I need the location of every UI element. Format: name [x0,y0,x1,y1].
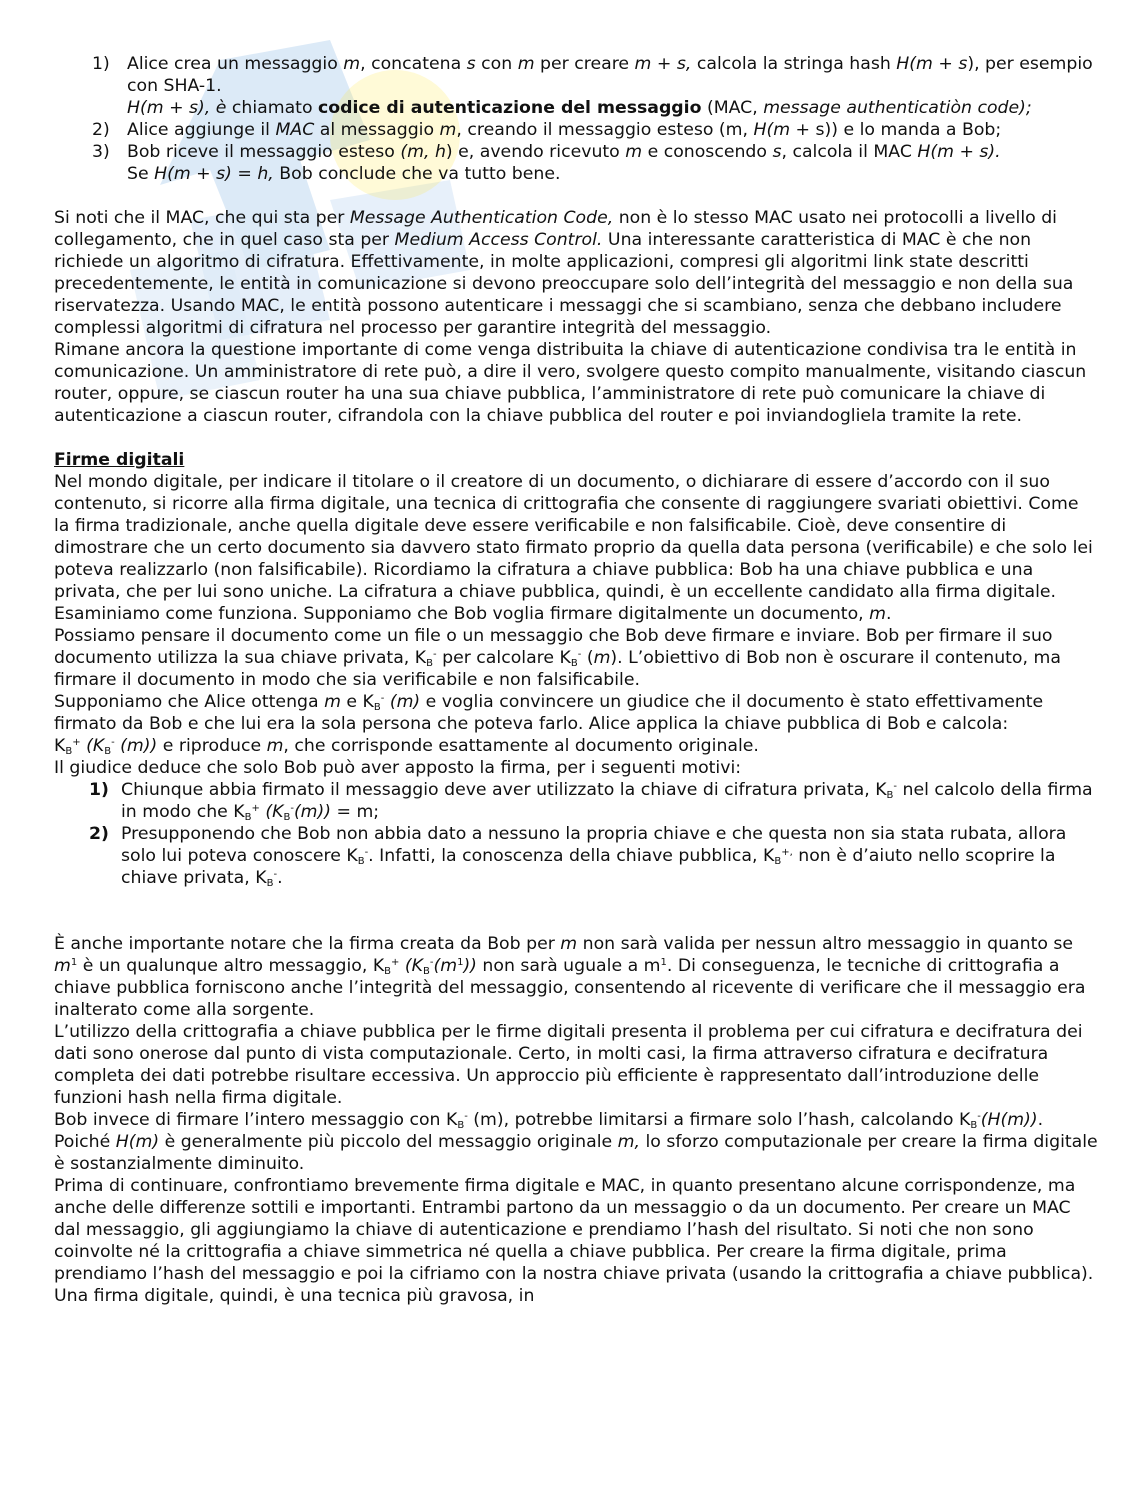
paragraph-mac-note: Si noti che il MAC, che qui sta per Message Authentication Code, non è lo stesso MAC usato nei protocolli a livello di collegamento, che in quel caso sta per Medium Access Control. Una interessante caratteristica di MAC è che non richiede un algoritmo di cifratura. Effettivamente, in molte applicazioni, compresi gli algoritmi link state descritti precedentemente, le entità in comunicazione si devono preoccupare solo dell’integrità del messaggio e non della sua riservatezza. Usando MAC, le entità possono autenticare i messaggi che si scambiano, senza che debbano includere complessi algoritmi di cifratura nel processo per garantire integrità del messaggio. [54,208,1074,338]
paragraph-integrity: È anche importante notare che la firma creata da Bob per m non sarà valida per nessun altro messaggio in quanto se $m^1$ è un qualunque altro messaggio, $K_B^+$ $(K_B^-(m^1))$ non sarà uguale a $m^1$. Di conseguenza, le tecniche di crittografia a chiave pubblica forniscono anche l’integrità del messaggio, consentendo al ricevente di verificare che il messaggio era inalterato come alla sorgente. [54,934,1086,1020]
paragraph-private-key: Possiamo pensare il documento come un file o un messaggio che Bob deve firmare e inviare. Bob per firmare il suo documento utilizza la sua chiave privata, $K_B^-$ per calcolare $K_B^-$ (m). L’obiettivo di Bob non è oscurare il contenuto, ma firmare il documento in modo che sia verificabile e non falsificabile. [54,626,1061,690]
list-item: 1) Chiunque abbia firmato il messaggio deve aver utilizzato la chiave di cifratura privata, $K_B^-$ nel calcolo della firma in modo che $K_B^+$ $(K_B^-(m)) = m$; [89,780,1093,823]
mac-steps-list [54,53,1099,185]
list-item: 2) Alice aggiunge il MAC al messaggio m, creando il messaggio esteso (m, H(m + s)) e lo manda a Bob; [92,120,1002,140]
list-number: 3) [92,142,110,162]
reasons-list [54,779,1099,889]
paragraph-formula: $K_B^+$ ($K_B^-$ (m)) e riproduce m, che corrisponde esattamente al documento originale. [54,736,759,757]
section-title: Firme digitali [54,450,185,470]
list-item: 3) Bob riceve il messaggio esteso (m, h) e, avendo ricevuto m e conoscendo s, calcola il MAC H(m + s). Se H(m + s) = h, Bob conclude che va tutto bene. [92,142,1001,184]
paragraph-intro-signature: Nel mondo digitale, per indicare il titolare o il creatore di un documento, o dichiarare di essere d’accordo con il suo contenuto, si ricorre alla firma digitale, una tecnica di crittografia che consente di raggiungere svariati obiettivi. Come la firma tradizionale, anche quella digitale deve essere verificabile e non falsificabile. Cioè, deve consentire di dimostrare che un certo documento sia davvero stato firmato proprio da quella data persona (verificabile) e che solo lei poteva realizzarlo (non falsificabile). Ricordiamo la cifratura a chiave pubblica: Bob ha una chiave pubblica e una privata, che per lui sono uniche. La cifratura a chiave pubblica, quindi, è un eccellente candidato alla firma digitale. Esaminiamo come funziona. Supponiamo che Bob voglia firmare digitalmente un documento, m. [54,472,1093,624]
list-number: 1) [92,54,110,74]
paragraph-judge-reasons: Il giudice deduce che solo Bob può aver apposto la firma, per i seguenti motivi: [54,758,742,778]
list-item: 1) Alice crea un messaggio m, concatena s con m per creare m + s, calcola la stringa hash H(m + s), per esempio con SHA-1. H(m + s), è chiamato codice di autenticazione del messaggio (MAC, message authenticatiòn code); [92,54,1093,118]
list-number: 2) [92,120,110,140]
list-number: 2) [89,824,109,844]
paragraph-key-distribution: Rimane ancora la questione importante di come venga distribuita la chiave di autenticazione condivisa tra le entità in comunicazione. Un amministratore di rete può, a dire il vero, svolgere questo compito manualmente, visitando ciascun router, oppure, se ciascun router ha una sua chiave pubblica, l’amministratore di rete può comunicare la chiave di autenticazione a ciascun router, cifrandola con la chiave pubblica del router e poi inviandogliela tramite la rete. [54,340,1087,426]
paragraph-hash-sign: Bob invece di firmare l’intero messaggio con $K_B^-$ (m), potrebbe limitarsi a firmare solo l’hash, calcolando $K_B^-(H(m))$. Poiché H(m) è generalmente più piccolo del messaggio originale m, lo sforzo computazionale per creare la firma digitale è sostanzialmente diminuito. [54,1110,1098,1174]
paragraph-alice-judge: Supponiamo che Alice ottenga m e $K_B^-$ (m) e voglia convincere un giudice che il documento è stato effettivamente firmato da Bob e che lui era la sola persona che poteva farlo. Alice applica la chiave pubblica di Bob e calcola: [54,692,1044,734]
paragraph-comparison: Prima di continuare, confrontiamo brevemente firma digitale e MAC, in quanto presentano alcune corrispondenze, ma anche delle differenze sottili e importanti. Entrambi partono da un messaggio o da un documento. Per creare un MAC dal messaggio, gli aggiungiamo la chiave di autenticazione e prendiamo l’hash del risultato. Si noti che non sono coinvolte né la crittografia a chiave simmetrica né quella a chiave pubblica. Per creare la firma digitale, prima prendiamo l’hash del messaggio e poi la cifriamo con la nostra chiave privata (usando la crittografia a chiave pubblica). Una firma digitale, quindi, è una tecnica più gravosa, in [54,1176,1094,1306]
paragraph-cost: L’utilizzo della crittografia a chiave pubblica per le firme digitali presenta il problema per cui cifratura e decifratura dei dati sono onerose dal punto di vista computazionale. Certo, in molti casi, la firma attraverso cifratura e decifratura completa dei dati potrebbe risultare eccessiva. Un approccio più efficiente è rappresentato dall’introduzione delle funzioni hash nella firma digitale. [54,1022,1083,1108]
document-page [54,53,1099,1307]
list-number: 1) [89,780,109,800]
list-item: 2) Presupponendo che Bob non abbia dato a nessuno la propria chiave e che questa non sia stata rubata, allora solo lui poteva conoscere $K_B^-$. Infatti, la conoscenza della chiave pubblica, $K_B^{+,}$ non è d’aiuto nello scoprire la chiave privata, $K_B^-$. [89,824,1067,889]
